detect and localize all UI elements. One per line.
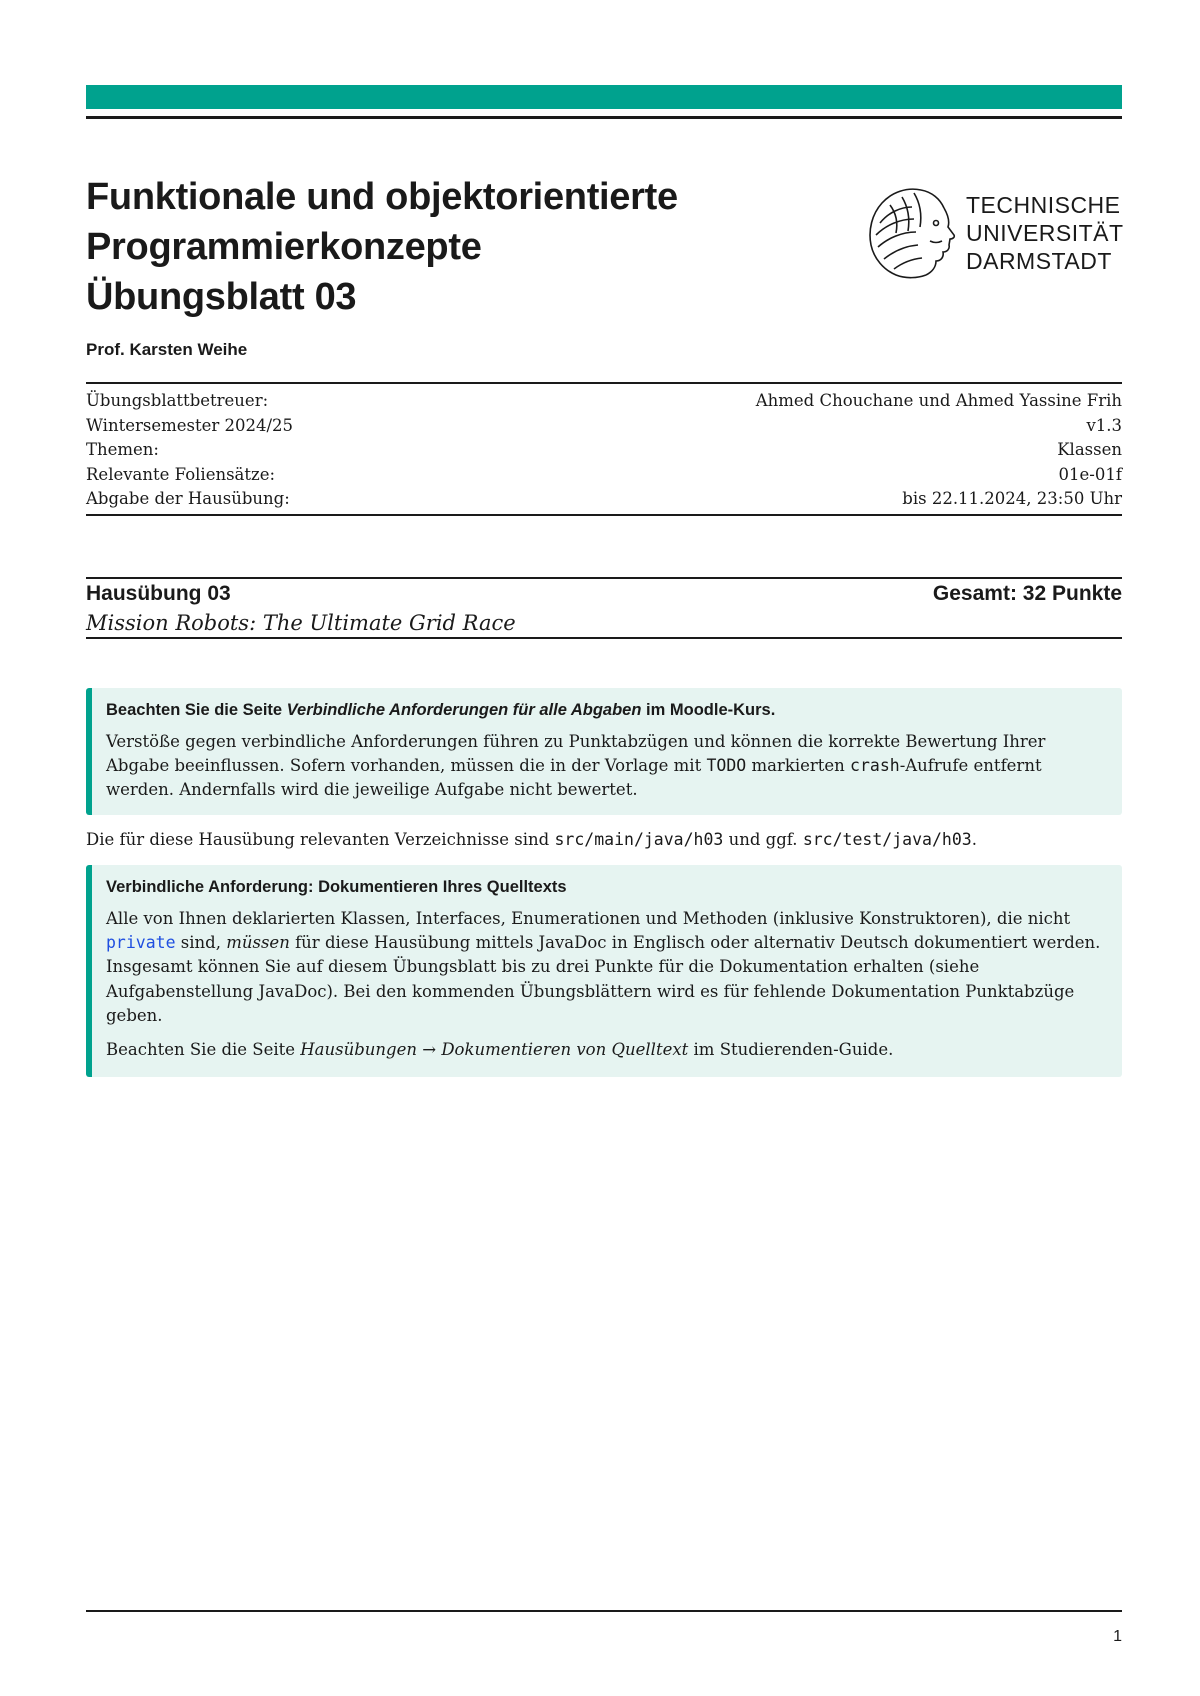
- code-todo: TODO: [706, 756, 747, 776]
- homework-rule-top: [86, 577, 1122, 579]
- notice-box-title: Verbindliche Anforderung: Dokumentieren Ihres Quelltexts: [106, 878, 567, 896]
- logo-line: DARMSTADT: [966, 248, 1112, 274]
- author: Prof. Karsten Weihe: [86, 340, 248, 359]
- code-crash: crash: [850, 756, 900, 776]
- text-run: im Studierenden-Guide.: [688, 1040, 894, 1060]
- document-title: [86, 172, 806, 322]
- text-run: Beachten Sie die Seite: [106, 1040, 301, 1060]
- path-main: src/main/java/h03: [554, 830, 724, 849]
- info-label: Relevante Foliensätze:: [86, 464, 276, 484]
- info-label: Übungsblattbetreuer:: [86, 391, 269, 410]
- path-test: src/test/java/h03: [802, 830, 972, 849]
- text-run: markierten: [746, 756, 851, 776]
- athena-head-logo-icon: [866, 183, 958, 283]
- notice-box-text: [106, 907, 1108, 1028]
- text-run: Verstöße gegen verbindliche Anforderungen führen zu Punktabzügen und können die korrekte Bewertung Ihrer Abgabe beeinflussen. Sofern vorhanden, müssen die in der Vorlage mit: [106, 732, 1046, 776]
- footer-rule: [86, 1610, 1122, 1612]
- info-row: [86, 414, 1122, 439]
- homework-header: [86, 580, 1122, 638]
- logo-line: TECHNISCHE: [966, 192, 1121, 218]
- text-run: Alle von Ihnen deklarierten Klassen, Interfaces, Enumerationen und Methoden (inklusive Konstruktoren), die nicht: [106, 909, 1071, 928]
- notice-box-requirements: [86, 688, 1122, 815]
- info-row: [86, 463, 1122, 488]
- info-rule-bottom: [86, 514, 1122, 516]
- notice-box-documentation: [86, 865, 1122, 1077]
- text-run: für diese Hausübung mittels JavaDoc in Englisch oder alternativ Deutsch dokumentiert werden. Insgesamt können Sie auf diesem Übungsblatt bis zu drei Punkte für die Dokumentation erhalten (siehe Aufgabenstellung JavaDoc). Bei den kommenden Übungsblättern wird es für fehlende Dokumentation Punktabzüge geben.: [106, 933, 1101, 1025]
- text-emphasis: müssen: [226, 933, 290, 953]
- text-run: .: [971, 830, 977, 849]
- info-value: 01e-01f: [1058, 464, 1122, 484]
- directories-paragraph: [86, 828, 977, 852]
- homework-subtitle: Mission Robots: The Ultimate Grid Race: [86, 611, 516, 635]
- info-value: Ahmed Chouchane und Ahmed Yassine Frih: [755, 391, 1122, 410]
- info-rule-top: [86, 382, 1122, 384]
- notice-box-text: [106, 1038, 1108, 1062]
- page-number: 1: [1113, 1628, 1122, 1645]
- info-label: Abgabe der Hausübung:: [86, 489, 290, 509]
- info-label: Wintersemester 2024/25: [86, 415, 294, 435]
- notice-title-text: im Moodle-Kurs.: [641, 701, 776, 719]
- title-line: Übungsblatt 03: [86, 276, 357, 318]
- homework-points: Gesamt: 32 Punkte: [932, 582, 1122, 605]
- info-row: [86, 438, 1122, 463]
- notice-title-text: Beachten Sie die Seite: [106, 701, 287, 719]
- title-line: Programmierkonzepte: [86, 226, 482, 268]
- logo-line: UNIVERSITÄT: [966, 220, 1124, 246]
- info-value: v1.3: [1086, 415, 1122, 435]
- info-label: Themen:: [86, 440, 159, 460]
- header-accent-bar: [86, 85, 1122, 109]
- homework-title-row: [86, 580, 1122, 608]
- info-value: bis 22.11.2024, 23:50 Uhr: [902, 489, 1122, 509]
- notice-box-title: [106, 698, 1108, 722]
- info-row: [86, 487, 1122, 512]
- info-value: Klassen: [1057, 440, 1122, 460]
- text-emphasis: Hausübungen → Dokumentieren von Quelltext: [300, 1040, 689, 1060]
- homework-title: Hausübung 03: [86, 582, 231, 605]
- code-keyword-private: private: [106, 933, 176, 953]
- info-row: [86, 389, 1122, 414]
- text-run: und ggf.: [723, 830, 803, 849]
- header-rule: [86, 116, 1122, 119]
- university-logo: [866, 183, 1126, 283]
- text-run: sind,: [175, 933, 227, 953]
- text-run: Die für diese Hausübung relevanten Verzeichnisse sind: [86, 830, 555, 849]
- homework-rule-bottom: [86, 637, 1122, 639]
- notice-title-emphasis: Verbindliche Anforderungen für alle Abgaben: [286, 701, 642, 719]
- logo-text: [966, 191, 1124, 275]
- title-line: Funktionale und objektorientierte: [86, 176, 678, 218]
- notice-box-text: [106, 730, 1108, 803]
- text-run: -Aufrufe entfernt werden. Andernfalls wird die jeweilige Aufgabe nicht bewertet.: [106, 756, 1042, 800]
- info-table: [86, 389, 1122, 512]
